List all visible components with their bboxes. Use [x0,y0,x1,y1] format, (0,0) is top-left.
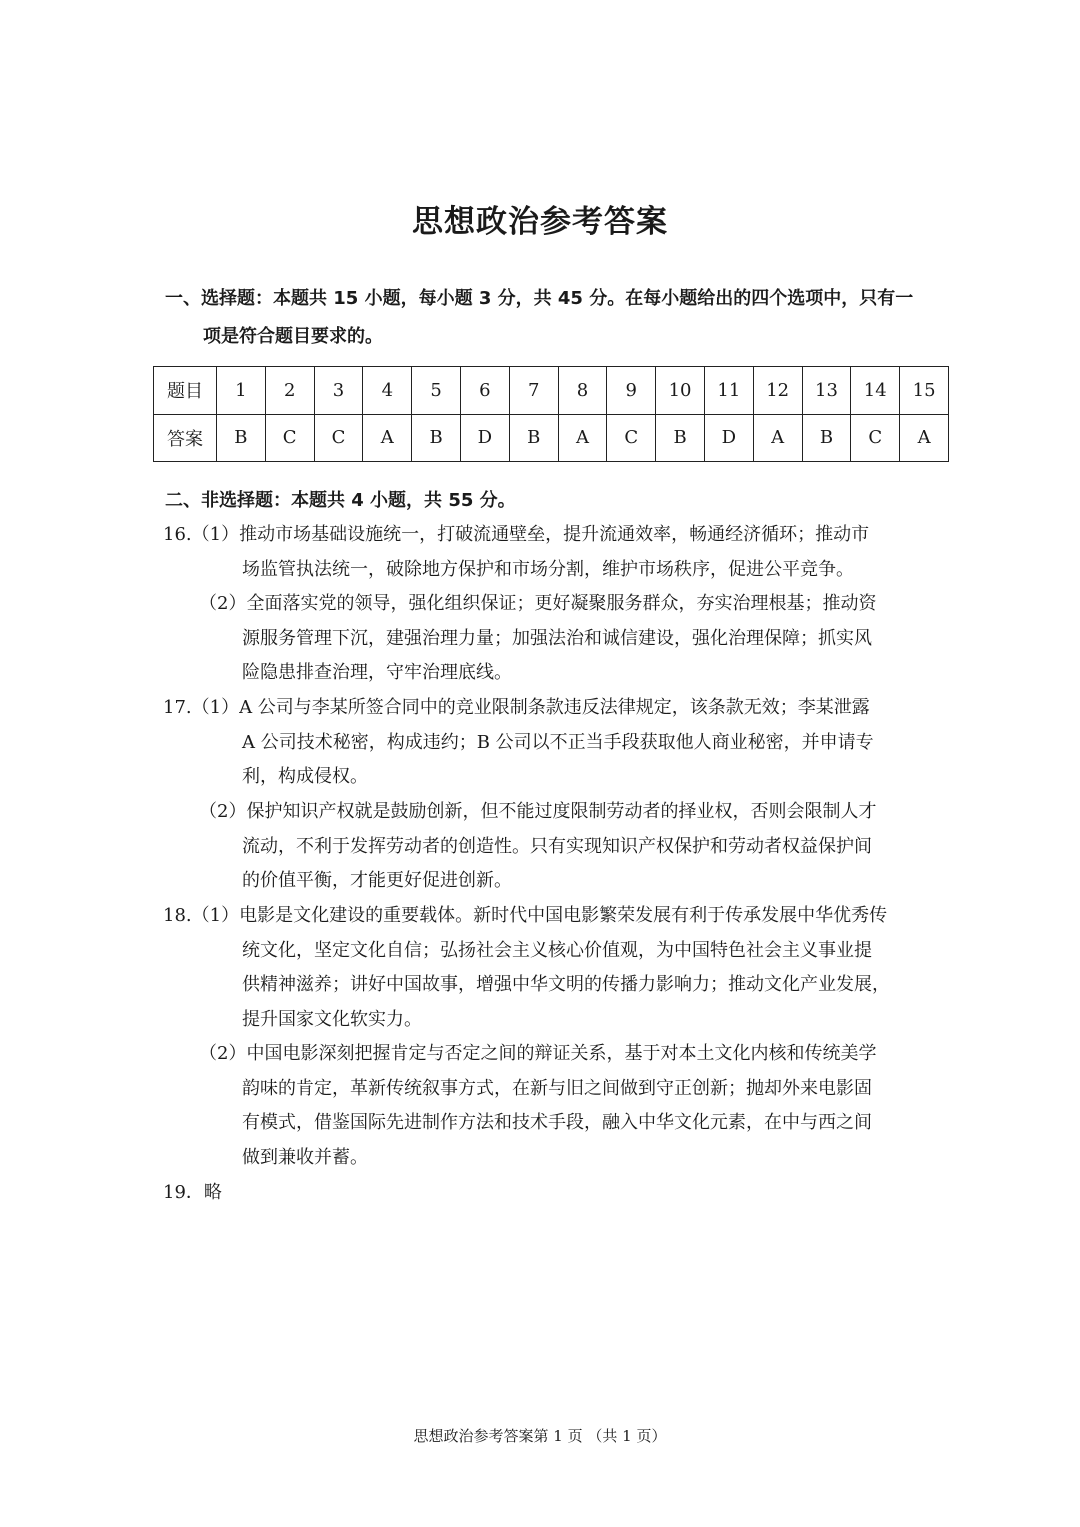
answer-line: 利，构成侵权。 [242,766,368,787]
answer-cell: A [900,414,949,462]
question-number: 15 [900,367,949,415]
q17-part1 [163,691,874,795]
answer-line: 19．略 [163,1182,222,1203]
answer-cell: C [314,414,363,462]
answer-line: 险隐患排查治理，守牢治理底线。 [242,662,512,683]
answer-line: 统文化，坚定文化自信；弘扬社会主义核心价值观，为中国特色社会主义事业提 [242,939,872,961]
question-number: 6 [460,367,509,415]
answer-cell: A [558,414,607,462]
question-number: 5 [412,367,461,415]
question-number: 8 [558,367,607,415]
answer-line: 有模式，借鉴国际先进制作方法和技术手段，融入中华文化元素，在中与西之间 [242,1112,872,1133]
question-number: 7 [509,367,558,415]
table-row-numbers [154,367,949,415]
answer-line: （2）全面落实党的领导，强化组织保证；更好凝聚服务群众，夯实治理根基；推动资 [199,593,877,614]
question-number: 1 [217,367,266,415]
answer-cell: B [412,414,461,462]
answer-line: 源服务管理下沉，建强治理力量；加强法治和诚信建设，强化治理保障；抓实风 [242,627,872,649]
question-number: 14 [851,367,900,415]
answer-cell: A [753,414,802,462]
section1-heading-line2: 项是符合题目要求的。 [203,326,383,347]
q18-part1 [163,899,890,1037]
answer-cell: D [704,414,753,462]
question-number: 11 [704,367,753,415]
answer-line: （2）中国电影深刻把握肯定与否定之间的辩证关系，基于对本土文化内核和传统美学 [199,1043,877,1064]
answer-line: （2）保护知识产权就是鼓励创新，但不能过度限制劳动者的择业权，否则会限制人才 [199,801,877,822]
question-number: 2 [265,367,314,415]
page-title: 思想政治参考答案 [412,204,668,240]
question-number: 13 [802,367,851,415]
q16-part2 [199,587,876,691]
answer-line: 16.（1）推动市场基础设施统一，打破流通壁垒，提升流通效率，畅通经济循环；推动市 [163,524,870,545]
answer-line: 做到兼收并蓄。 [242,1146,368,1168]
answer-cell: A [363,414,412,462]
answer-cell: B [656,414,705,462]
answer-cell: B [509,414,558,462]
page-footer: 思想政治参考答案第 1 页 （共 1 页） [413,1427,667,1445]
answer-cell: C [265,414,314,462]
row-label-question: 题目 [154,367,217,415]
answer-line: 供精神滋养；讲好中国故事，增强中华文明的传播力影响力；推动文化产业发展， [242,974,890,995]
answer-line: 场监管执法统一，破除地方保护和市场分割，维护市场秩序，促进公平竞争。 [242,558,854,580]
row-label-answer: 答案 [154,414,217,462]
q18-part2 [199,1037,876,1175]
question-number: 12 [753,367,802,415]
answer-line: 的价值平衡，才能更好促进创新。 [242,870,512,891]
question-number: 9 [607,367,656,415]
answer-cell: B [802,414,851,462]
answer-line: 18.（1）电影是文化建设的重要载体。新时代中国电影繁荣发展有利于传承发展中华优秀传 [163,905,888,926]
answer-line: A 公司技术秘密，构成违约；B 公司以不正当手段获取他人商业秘密，并申请专 [242,731,874,753]
question-number: 10 [656,367,705,415]
answer-cell: C [851,414,900,462]
section1-heading-line1: 一、选择题：本题共 15 小题，每小题 3 分，共 45 分。在每小题给出的四个选项中，只有一 [165,288,914,309]
answer-table [153,366,949,462]
table-row-answers [154,414,949,462]
answer-cell: B [217,414,266,462]
answer-line: 17.（1）A 公司与李某所签合同中的竞业限制条款违反法律规定，该条款无效；李某泄露 [163,697,870,718]
q19 [163,1176,222,1211]
answer-line: 流动，不利于发挥劳动者的创造性。只有实现知识产权保护和劳动者权益保护间 [242,835,872,857]
answer-line: 韵味的肯定，革新传统叙事方式，在新与旧之间做到守正创新；抛却外来电影固 [242,1077,872,1099]
answer-cell: D [460,414,509,462]
question-number: 3 [314,367,363,415]
answer-cell: C [607,414,656,462]
answer-line: 提升国家文化软实力。 [242,1008,422,1030]
question-number: 4 [363,367,412,415]
q17-part2 [199,795,876,899]
section2-heading: 二、非选择题：本题共 4 小题，共 55 分。 [165,490,516,511]
q16-part1 [163,518,869,587]
